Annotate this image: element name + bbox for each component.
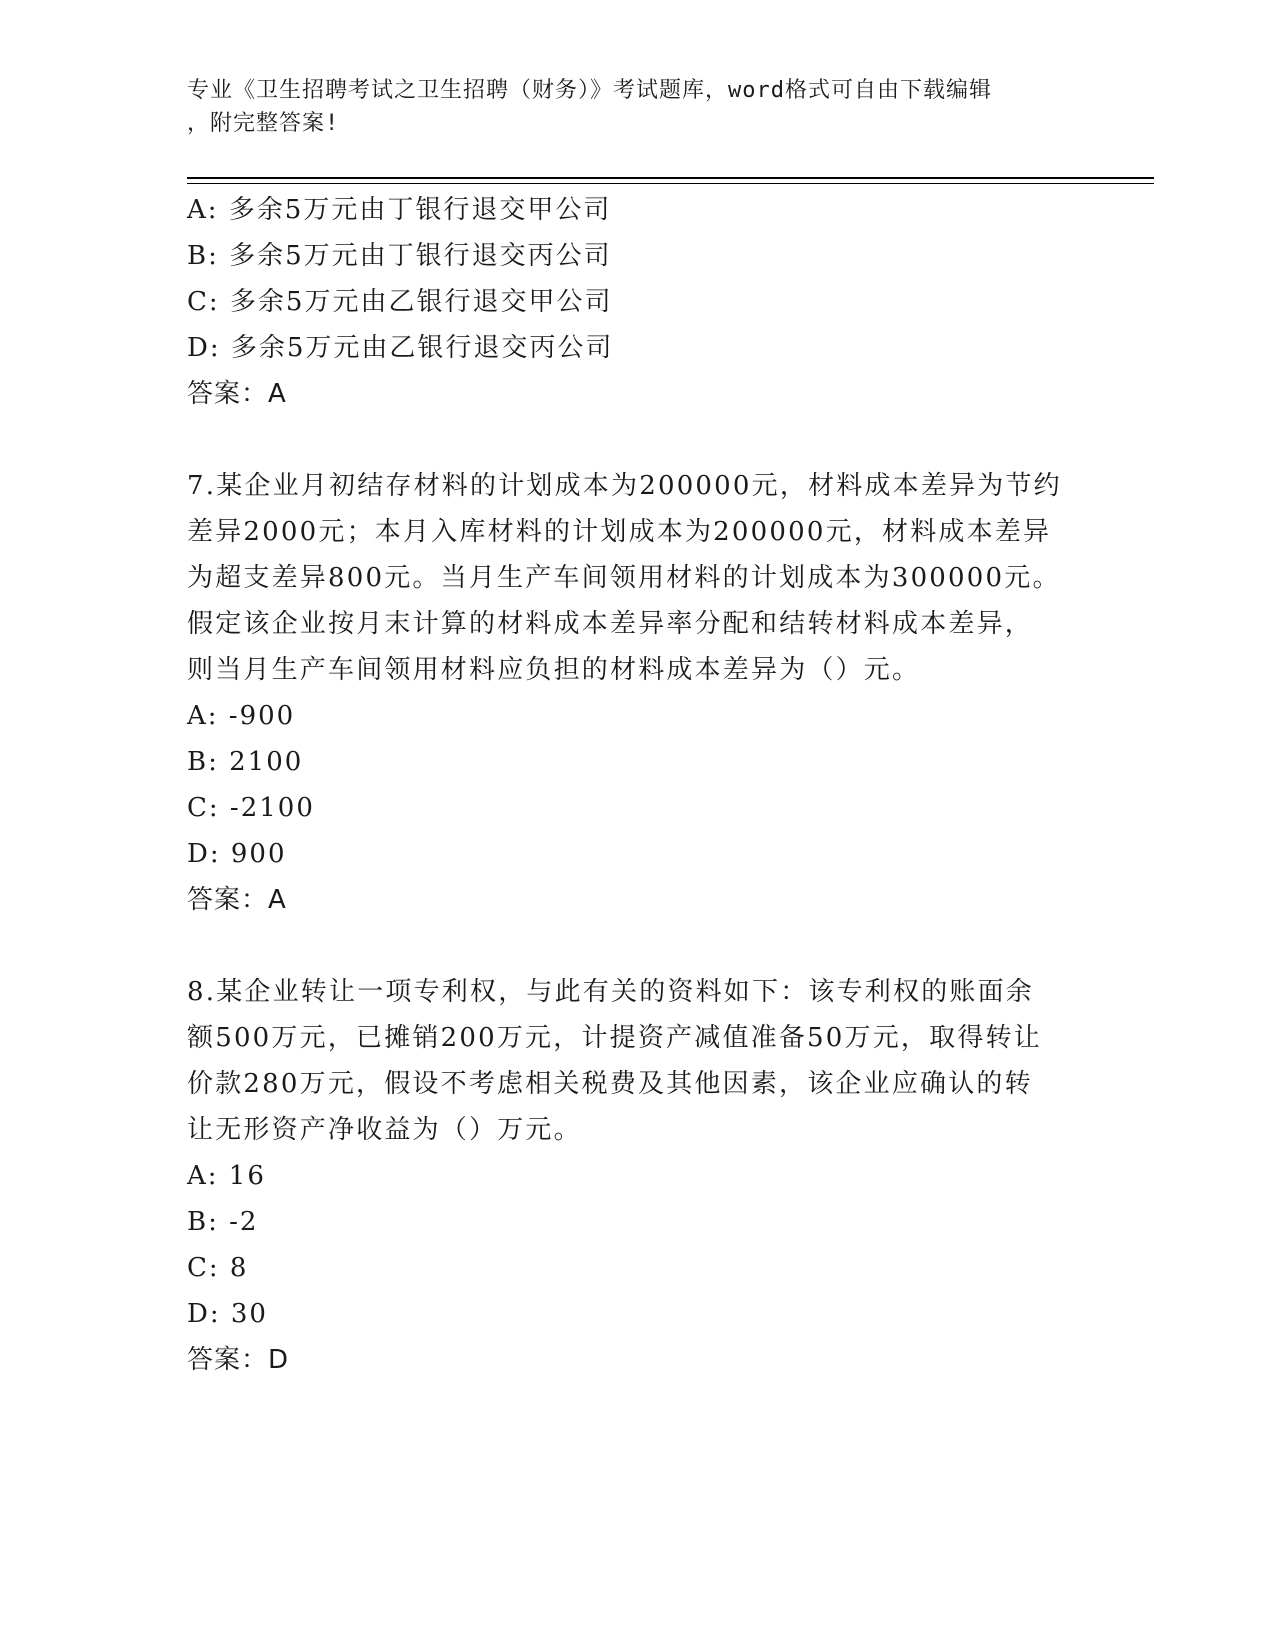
question-text-line: 额500万元，已摊销200万元，计提资产减值准备50万元，取得转让 <box>187 1023 1042 1053</box>
option-d: D: 30 <box>187 1299 268 1329</box>
option-c: C: -2100 <box>187 793 315 823</box>
option-a: A: 多余5万元由丁银行退交甲公司 <box>187 195 612 225</box>
option-d: D: 900 <box>187 839 287 869</box>
option-a: A: -900 <box>187 701 296 731</box>
question-text-line: 让无形资产净收益为（）万元。 <box>187 1115 582 1145</box>
answer: 答案：D <box>187 1345 290 1375</box>
question-text-line: 7.某企业月初结存材料的计划成本为200000元，材料成本差异为节约 <box>187 471 1062 501</box>
question-text-line: 差异2000元；本月入库材料的计划成本为200000元，材料成本差异 <box>187 517 1052 547</box>
option-d: D: 多余5万元由乙银行退交丙公司 <box>187 333 614 363</box>
option-b: B: -2 <box>187 1207 259 1237</box>
option-a: A: 16 <box>187 1161 266 1191</box>
option-c: C: 8 <box>187 1253 249 1283</box>
question-text-line: 为超支差异800元。当月生产车间领用材料的计划成本为300000元。 <box>187 563 1061 593</box>
header-line-2: ，附完整答案! <box>187 111 340 136</box>
header-divider-thick <box>187 177 1154 179</box>
question-text-line: 假定该企业按月末计算的材料成本差异率分配和结转材料成本差异， <box>187 609 1034 639</box>
answer: 答案：A <box>187 379 287 409</box>
option-c: C: 多余5万元由乙银行退交甲公司 <box>187 287 613 317</box>
answer: 答案：A <box>187 885 287 915</box>
question-text-line: 8.某企业转让一项专利权，与此有关的资料如下：该专利权的账面余 <box>187 977 1035 1007</box>
question-7 <box>187 463 1087 923</box>
question-8 <box>187 969 1087 1383</box>
option-b: B: 2100 <box>187 747 304 777</box>
question-text-line: 则当月生产车间领用材料应负担的材料成本差异为（）元。 <box>187 655 921 685</box>
header-line-1: 专业《卫生招聘考试之卫生招聘（财务）》考试题库，word格式可自由下载编辑 <box>187 78 992 103</box>
option-b: B: 多余5万元由丁银行退交丙公司 <box>187 241 612 271</box>
question-text-line: 价款280万元，假设不考虑相关税费及其他因素，该企业应确认的转 <box>187 1069 1033 1099</box>
header-divider-thin <box>187 183 1154 184</box>
question-list <box>187 187 1087 1383</box>
question-6 <box>187 187 1087 417</box>
document-header <box>187 74 1067 140</box>
